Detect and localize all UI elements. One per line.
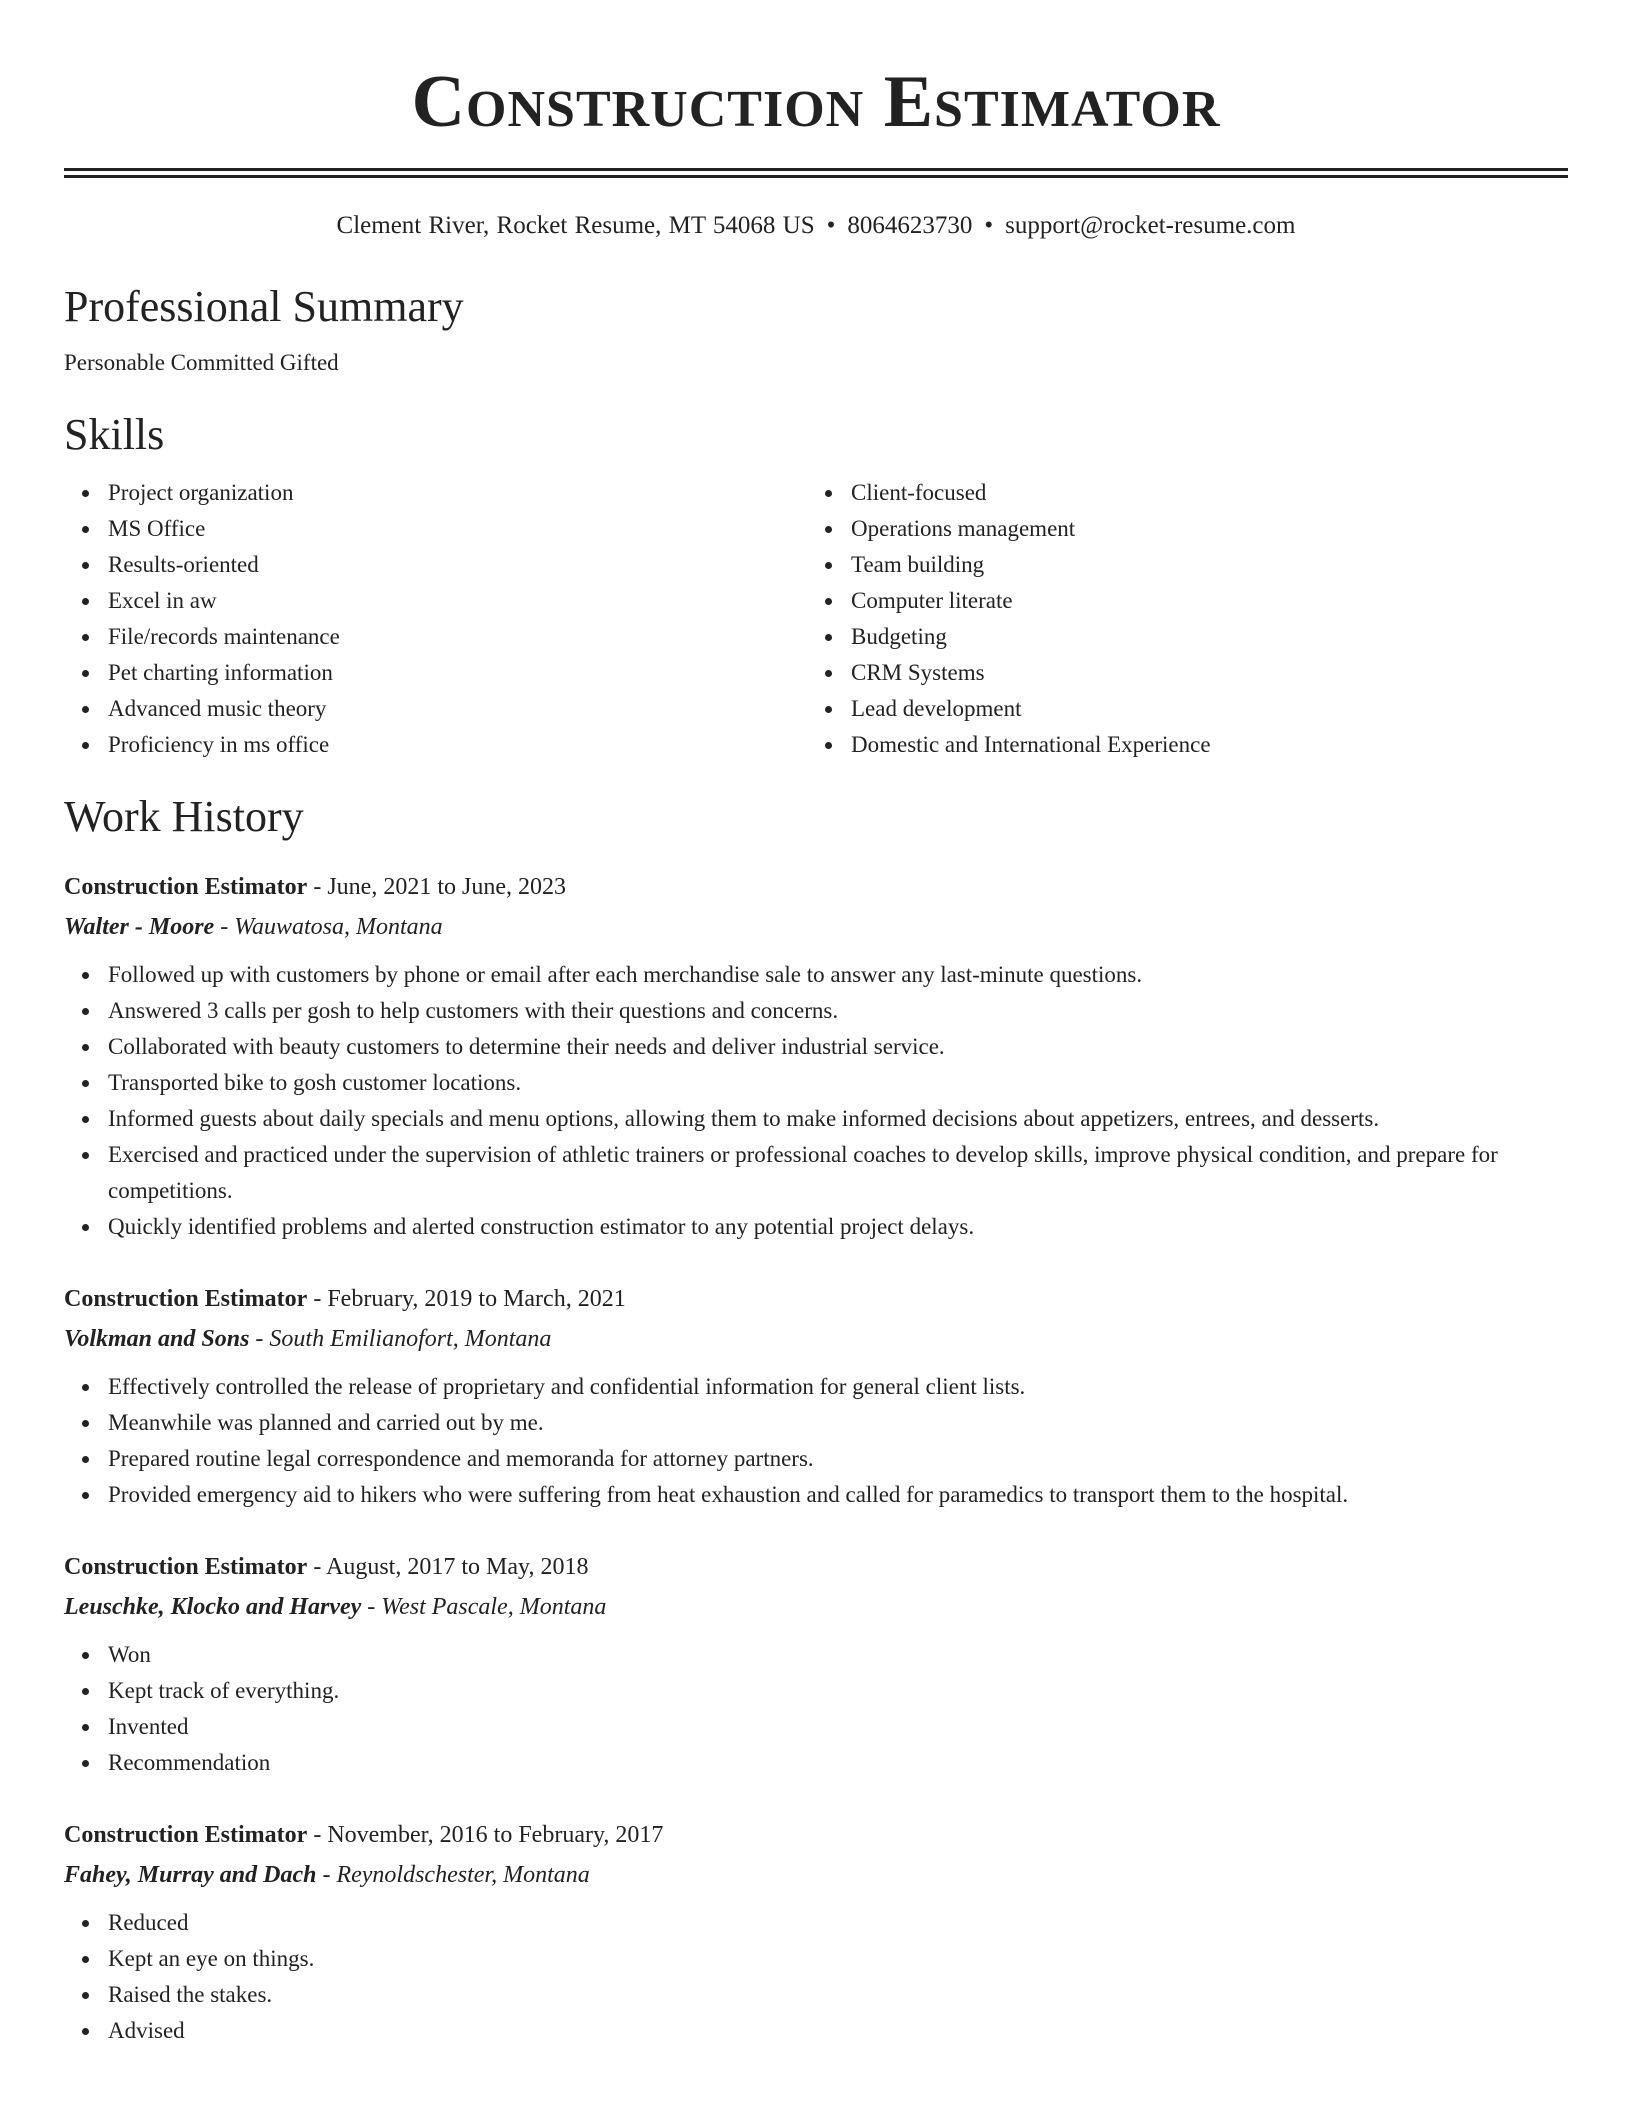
job-company-line	[64, 1855, 1568, 1895]
job-role: Construction Estimator	[64, 874, 308, 900]
contact-line	[64, 209, 1568, 243]
job-location: - West Pascale, Montana	[361, 1594, 607, 1620]
job-dates: - June, 2021 to June, 2023	[307, 874, 566, 900]
skill-item: Project organization	[108, 475, 807, 511]
skill-item: Computer literate	[851, 583, 1211, 619]
job-bullet: Provided emergency aid to hikers who were suffering from heat exhaustion and called for paramedics to transport them to the hospital.	[108, 1477, 1568, 1513]
job-entry	[64, 1279, 1568, 1513]
job-bullet: Reduced	[108, 1905, 1568, 1941]
job-bullet: Prepared routine legal correspondence and memoranda for attorney partners.	[108, 1441, 1568, 1477]
job-bullet: Followed up with customers by phone or email after each merchandise sale to answer any last-minute questions.	[108, 957, 1568, 993]
job-dates: - November, 2016 to February, 2017	[307, 1822, 664, 1848]
job-company: Leuschke, Klocko and Harvey	[64, 1594, 362, 1620]
job-entry	[64, 1815, 1568, 2049]
skill-item: Domestic and International Experience	[851, 727, 1211, 763]
work-history-heading: Work History	[64, 792, 304, 841]
job-bullet: Exercised and practiced under the supervision of athletic trainers or professional coaches to develop skills, improve physical condition, and prepare for competitions.	[108, 1137, 1568, 1209]
job-bullet: Answered 3 calls per gosh to help customers with their questions and concerns.	[108, 993, 1568, 1029]
job-bullets	[64, 1905, 1568, 2049]
job-location: - South Emilianofort, Montana	[249, 1326, 552, 1352]
job-bullet: Invented	[108, 1709, 1568, 1745]
skill-item: Operations management	[851, 511, 1211, 547]
job-bullet: Effectively controlled the release of proprietary and confidential information for general client lists.	[108, 1369, 1568, 1405]
job-bullet: Recommendation	[108, 1745, 1568, 1781]
skill-item: Results-oriented	[108, 547, 807, 583]
job-company: Volkman and Sons	[64, 1326, 250, 1352]
skills-column-left	[64, 475, 807, 763]
skills-heading: Skills	[64, 410, 165, 459]
job-role: Construction Estimator	[64, 1822, 308, 1848]
skills-list	[64, 475, 1568, 763]
skill-item: Excel in aw	[108, 583, 807, 619]
resume-page	[64, 0, 1568, 2049]
skills-column-right	[807, 475, 1211, 763]
job-bullet: Kept an eye on things.	[108, 1941, 1568, 1977]
contact-separator: •	[826, 212, 836, 239]
skill-item: Advanced music theory	[108, 691, 807, 727]
job-bullets	[64, 1637, 1568, 1781]
job-role: Construction Estimator	[64, 1554, 308, 1580]
job-dates: - February, 2019 to March, 2021	[307, 1286, 626, 1312]
job-title-line	[64, 1547, 1568, 1587]
job-bullet: Collaborated with beauty customers to determine their needs and deliver industrial service.	[108, 1029, 1568, 1065]
job-bullet: Won	[108, 1637, 1568, 1673]
header-divider	[64, 168, 1568, 178]
job-title-line	[64, 1815, 1568, 1855]
job-bullet: Meanwhile was planned and carried out by me.	[108, 1405, 1568, 1441]
job-dates: - August, 2017 to May, 2018	[307, 1554, 589, 1580]
candidate-name: Construction Estimator	[411, 61, 1221, 143]
job-bullet: Transported bike to gosh customer locations.	[108, 1065, 1568, 1101]
job-bullets	[64, 957, 1568, 1245]
job-bullet: Quickly identified problems and alerted construction estimator to any potential project delays.	[108, 1209, 1568, 1245]
job-bullets	[64, 1369, 1568, 1513]
contact-separator: •	[984, 212, 994, 239]
skill-item: Pet charting information	[108, 655, 807, 691]
job-company: Walter - Moore	[64, 914, 215, 940]
job-title-line	[64, 1279, 1568, 1319]
job-title-line	[64, 867, 1568, 907]
skill-item: Team building	[851, 547, 1211, 583]
job-company-line	[64, 907, 1568, 947]
job-bullet: Kept track of everything.	[108, 1673, 1568, 1709]
summary-heading: Professional Summary	[64, 282, 464, 331]
summary-text: Personable Committed Gifted	[64, 350, 339, 375]
contact-email: support@rocket-resume.com	[1005, 212, 1296, 239]
job-location: - Wauwatosa, Montana	[214, 914, 443, 940]
skill-item: Proficiency in ms office	[108, 727, 807, 763]
job-company-line	[64, 1587, 1568, 1627]
job-entry	[64, 867, 1568, 1245]
job-role: Construction Estimator	[64, 1286, 308, 1312]
skill-item: File/records maintenance	[108, 619, 807, 655]
job-location: - Reynoldschester, Montana	[316, 1862, 590, 1888]
skill-item: Lead development	[851, 691, 1211, 727]
job-company: Fahey, Murray and Dach	[64, 1862, 317, 1888]
job-bullet: Raised the stakes.	[108, 1977, 1568, 2013]
job-bullet: Informed guests about daily specials and menu options, allowing them to make informed decisions about appetizers, entrees, and desserts.	[108, 1101, 1568, 1137]
contact-phone: 8064623730	[847, 212, 973, 239]
job-entry	[64, 1547, 1568, 1781]
job-company-line	[64, 1319, 1568, 1359]
job-bullet: Advised	[108, 2013, 1568, 2049]
contact-address: Clement River, Rocket Resume, MT 54068 US	[336, 212, 815, 239]
skill-item: CRM Systems	[851, 655, 1211, 691]
skill-item: Budgeting	[851, 619, 1211, 655]
skill-item: MS Office	[108, 511, 807, 547]
skill-item: Client-focused	[851, 475, 1211, 511]
